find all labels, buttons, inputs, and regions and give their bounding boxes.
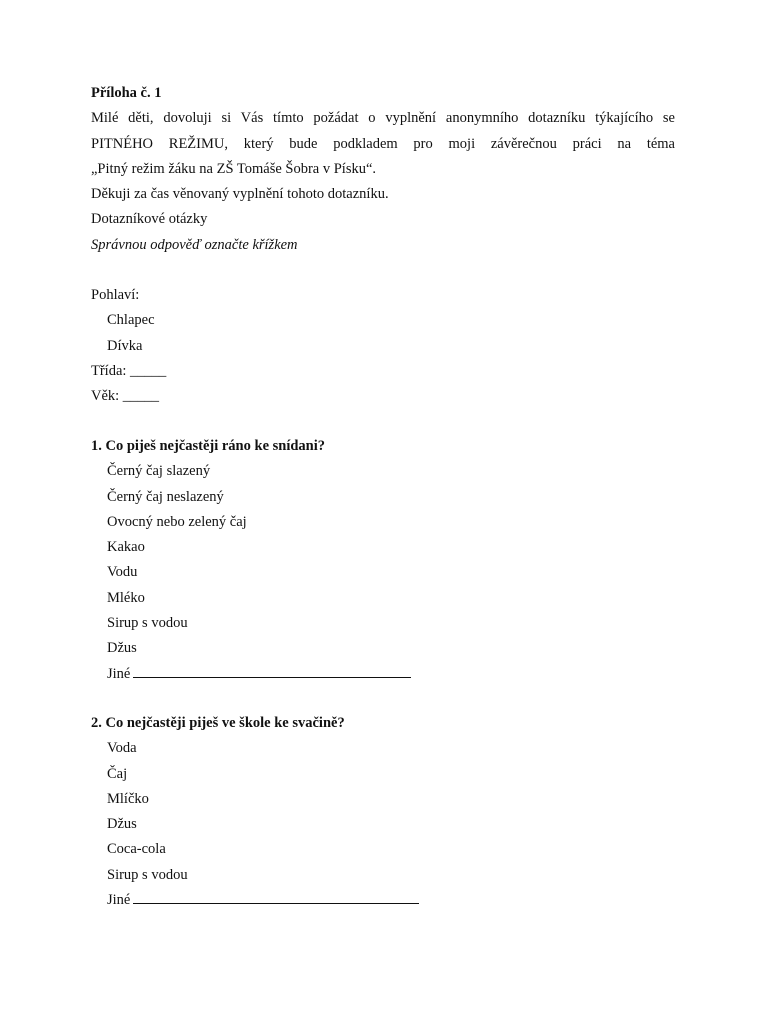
appendix-title: Příloha č. 1: [91, 85, 162, 101]
intro-section: [91, 81, 675, 258]
q2-other-label: Jiné: [107, 892, 131, 909]
q1-other-option[interactable]: [91, 662, 675, 687]
q2-other-option[interactable]: [91, 888, 675, 913]
intro-line-3: „Pitný režim žáku na ZŠ Tomáše Šobra v Písku“.: [91, 160, 377, 177]
q1-option[interactable]: Džus: [107, 640, 137, 657]
intro-line-1: Milé děti, dovoluji si Vás tímto požádat o vyplnění anonymního dotazníku týkajícího se: [91, 110, 675, 127]
question-1-title: 1. Co piješ nejčastěji ráno ke snídani?: [91, 438, 326, 454]
question-2-title: 2. Co nejčastěji piješ ve škole ke svačině?: [91, 715, 345, 731]
q2-option[interactable]: Coca-cola: [107, 841, 166, 858]
q2-option[interactable]: Džus: [107, 816, 137, 833]
q1-option[interactable]: Vodu: [107, 564, 138, 581]
thanks-text: Děkuji za čas věnovaný vyplnění tohoto dotazníku.: [91, 186, 389, 203]
q1-option[interactable]: Černý čaj slazený: [107, 463, 211, 480]
q2-option[interactable]: Sirup s vodou: [107, 866, 188, 883]
question-2-section: [91, 711, 675, 913]
gender-label: Pohlaví:: [91, 287, 140, 303]
instruction-text: Správnou odpověď označte křížkem: [91, 236, 298, 253]
q1-other-label: Jiné: [107, 665, 131, 682]
question-1-section: [91, 434, 675, 687]
q2-option[interactable]: Čaj: [107, 765, 128, 782]
gender-option-boy[interactable]: Chlapec: [107, 312, 155, 329]
q1-option[interactable]: Kakao: [107, 539, 145, 556]
age-field[interactable]: Věk: _____: [91, 388, 160, 405]
q1-option[interactable]: Černý čaj neslazený: [107, 488, 224, 505]
q1-option[interactable]: Mléko: [107, 589, 145, 606]
q2-other-blank[interactable]: [133, 889, 419, 904]
q2-option[interactable]: Mlíčko: [107, 790, 149, 807]
intro-line-2: PITNÉHO REŽIMU, který bude podkladem pro moji závěrečnou práci na téma: [91, 135, 675, 152]
q2-option[interactable]: Voda: [107, 740, 137, 757]
gender-option-girl[interactable]: Dívka: [107, 337, 143, 354]
demographics-section: [91, 283, 675, 409]
q1-option[interactable]: Ovocný nebo zelený čaj: [107, 513, 247, 530]
q1-option[interactable]: Sirup s vodou: [107, 615, 188, 632]
class-field[interactable]: Třída: _____: [91, 362, 167, 379]
questions-heading: Dotazníkové otázky: [91, 211, 208, 228]
q1-other-blank[interactable]: [133, 663, 411, 678]
